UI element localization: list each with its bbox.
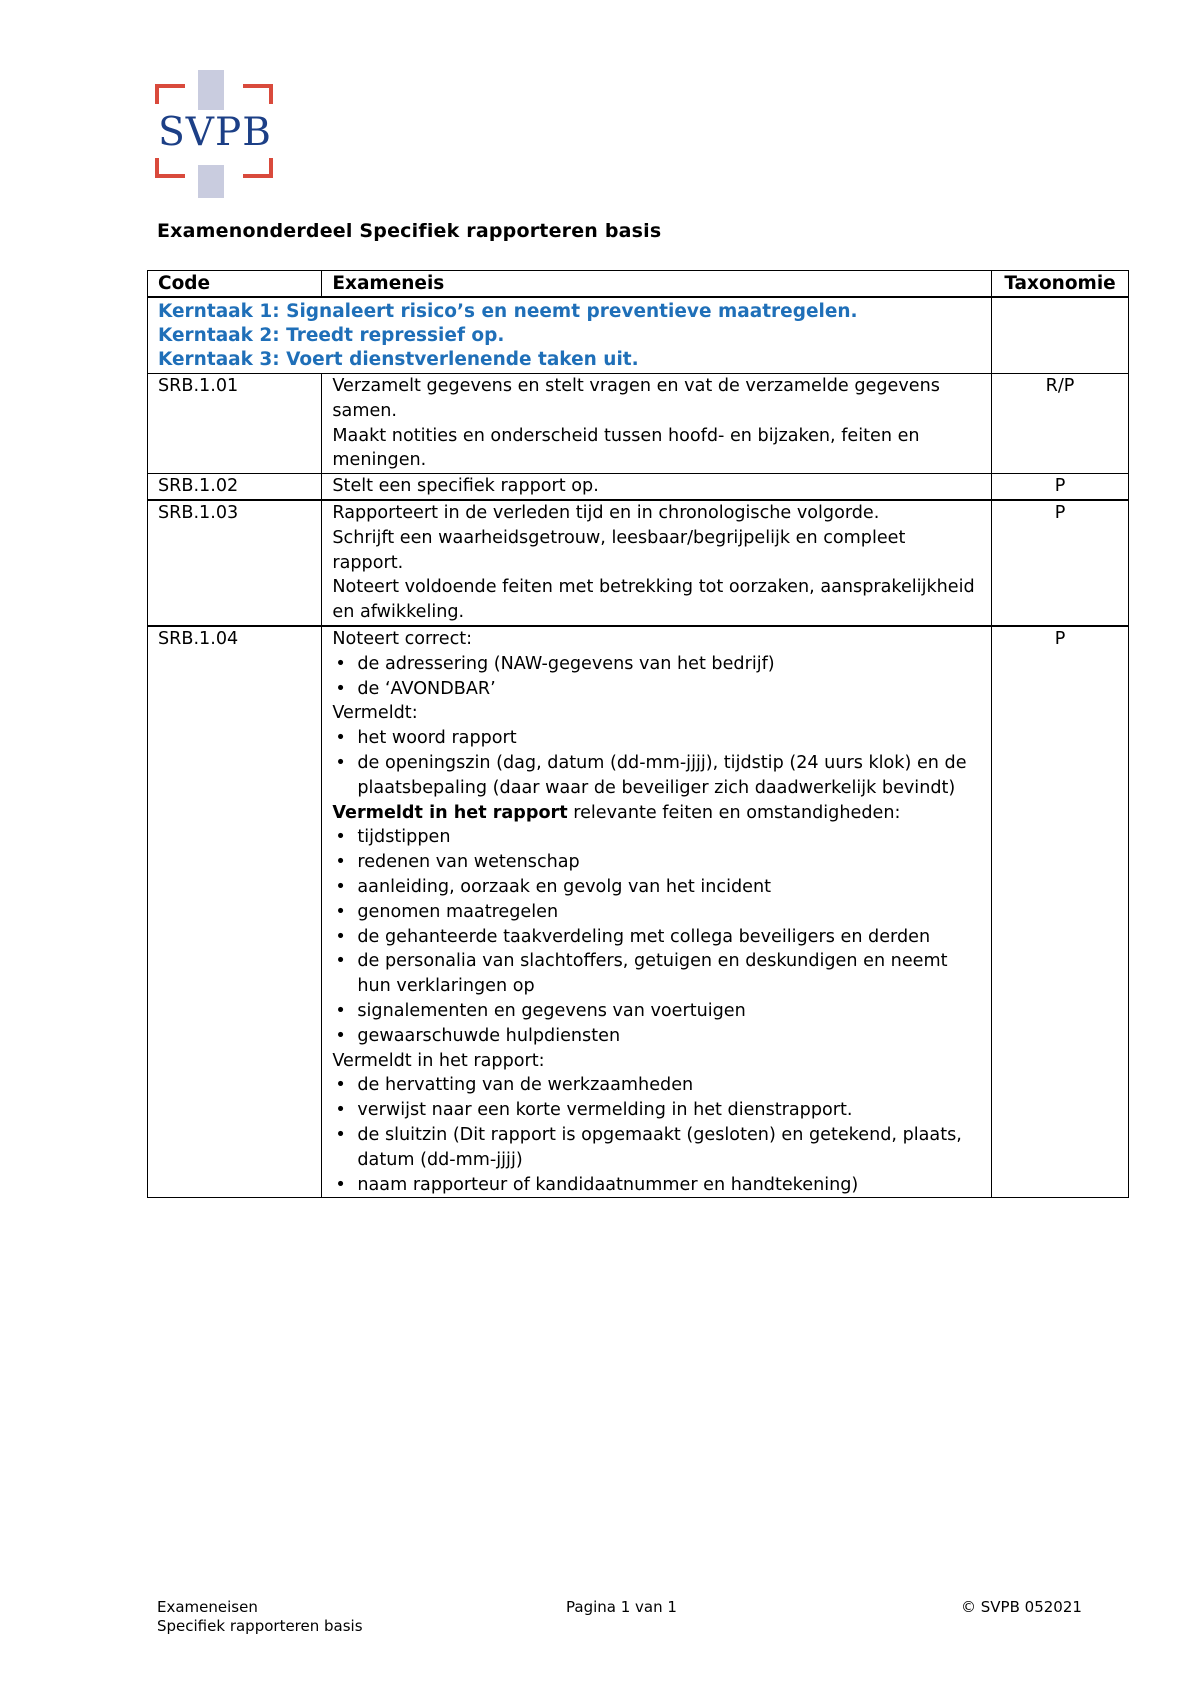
row-taxonomy: P: [992, 500, 1129, 626]
list-item: • signalementen en gegevens van voertuigen: [332, 999, 981, 1024]
footer-doc-subject: Specifiek rapporteren basis: [157, 1617, 363, 1635]
row-taxonomy: R/P: [992, 374, 1129, 474]
header-taxonomy: Taxonomie: [992, 271, 1129, 298]
core-tasks-cell: [148, 297, 992, 374]
list-item: • het woord rapport: [332, 726, 981, 751]
list-item: • aanleiding, oorzaak en gevolg van het incident: [332, 875, 981, 900]
core-tasks-empty-cell: [992, 297, 1129, 374]
table-row: [148, 626, 1129, 1198]
list-item: • genomen maatregelen: [332, 900, 981, 925]
row-requirement: [322, 626, 992, 1198]
row-code: SRB.1.01: [148, 374, 322, 474]
requirement-line: Stelt een specifiek rapport op.: [332, 476, 599, 497]
bullet-list: [332, 652, 981, 702]
bullet-list: [332, 1073, 981, 1197]
footer-copyright: © SVPB 052021: [961, 1598, 1082, 1616]
list-item: • de sluitzin (Dit rapport is opgemaakt (gesloten) en getekend, plaats, datum (dd-mm-jjjj): [332, 1123, 981, 1173]
core-task-2: Kerntaak 2: Treedt repressief op.: [158, 325, 505, 346]
row-requirement: [322, 374, 992, 474]
list-item: • de ‘AVONDBAR’: [332, 677, 981, 702]
row-taxonomy: P: [992, 474, 1129, 500]
list-item: • naam rapporteur of kandidaatnummer en handtekening): [332, 1173, 981, 1198]
requirement-line: Rapporteert in de verleden tijd en in chronologische volgorde.: [332, 502, 880, 523]
row-requirement: [322, 500, 992, 626]
list-item: • de adressering (NAW-gegevens van het bedrijf): [332, 652, 981, 677]
list-item: • de gehanteerde taakverdeling met collega beveiligers en derden: [332, 925, 981, 950]
list-item: • de personalia van slachtoffers, getuigen en deskundigen en neemt hun verklaringen op: [332, 949, 981, 999]
header-requirement: Exameneis: [322, 271, 992, 298]
requirement-line: Noteert voldoende feiten met betrekking tot oorzaken, aansprakelijkheid en afwikkeling.: [332, 577, 975, 623]
header-code: Code: [148, 271, 322, 298]
logo-text: SVPB: [158, 110, 272, 155]
footer-doc-type: Exameneisen: [157, 1598, 258, 1616]
requirement-intro: [332, 801, 981, 826]
list-item: • de openingszin (dag, datum (dd-mm-jjjj), tijdstip (24 uurs klok) en de plaatsbepaling (daar waar de beveiliger zich daadwerkelijk bevindt): [332, 751, 981, 801]
footer-left: [157, 1598, 363, 1636]
table-header-row: [148, 271, 1129, 298]
table-row: [148, 474, 1129, 500]
row-requirement: [322, 474, 992, 500]
requirement-intro: Vermeldt in het rapport:: [332, 1050, 545, 1071]
footer-page-number: Pagina 1 van 1: [566, 1598, 677, 1616]
table-row: [148, 374, 1129, 474]
requirement-line: Verzamelt gegevens en stelt vragen en vat de verzamelde gegevens samen.: [332, 376, 940, 421]
requirement-line: Schrijft een waarheidsgetrouw, leesbaar/begrijpelijk en compleet rapport.: [332, 527, 906, 573]
row-code: SRB.1.02: [148, 474, 322, 500]
page-title: Examenonderdeel Specifiek rapporteren basis: [157, 220, 662, 242]
row-code: SRB.1.04: [148, 626, 322, 1198]
bullet-list: [332, 825, 981, 1048]
core-task-1: Kerntaak 1: Signaleert risico’s en neemt preventieve maatregelen.: [158, 301, 858, 322]
list-item: • tijdstippen: [332, 825, 981, 850]
requirement-line: Maakt notities en onderscheid tussen hoofd- en bijzaken, feiten en meningen.: [332, 425, 920, 471]
list-item: • gewaarschuwde hulpdiensten: [332, 1024, 981, 1049]
requirement-intro: Vermeldt:: [332, 703, 418, 724]
core-task-3: Kerntaak 3: Voert dienstverlenende taken uit.: [158, 349, 639, 370]
list-item: • verwijst naar een korte vermelding in het dienstrapport.: [332, 1098, 981, 1123]
svpb-logo: [155, 70, 275, 198]
intro-rest: relevante feiten en omstandigheden:: [567, 802, 901, 823]
bullet-list: [332, 726, 981, 800]
row-code: SRB.1.03: [148, 500, 322, 626]
requirements-table: [147, 270, 1129, 1198]
row-taxonomy: P: [992, 626, 1129, 1198]
requirement-intro: Noteert correct:: [332, 628, 473, 649]
list-item: • de hervatting van de werkzaamheden: [332, 1073, 981, 1098]
list-item: • redenen van wetenschap: [332, 850, 981, 875]
table-row: [148, 500, 1129, 626]
core-tasks-row: [148, 297, 1129, 374]
intro-bold-lead: Vermeldt in het rapport: [332, 802, 568, 823]
